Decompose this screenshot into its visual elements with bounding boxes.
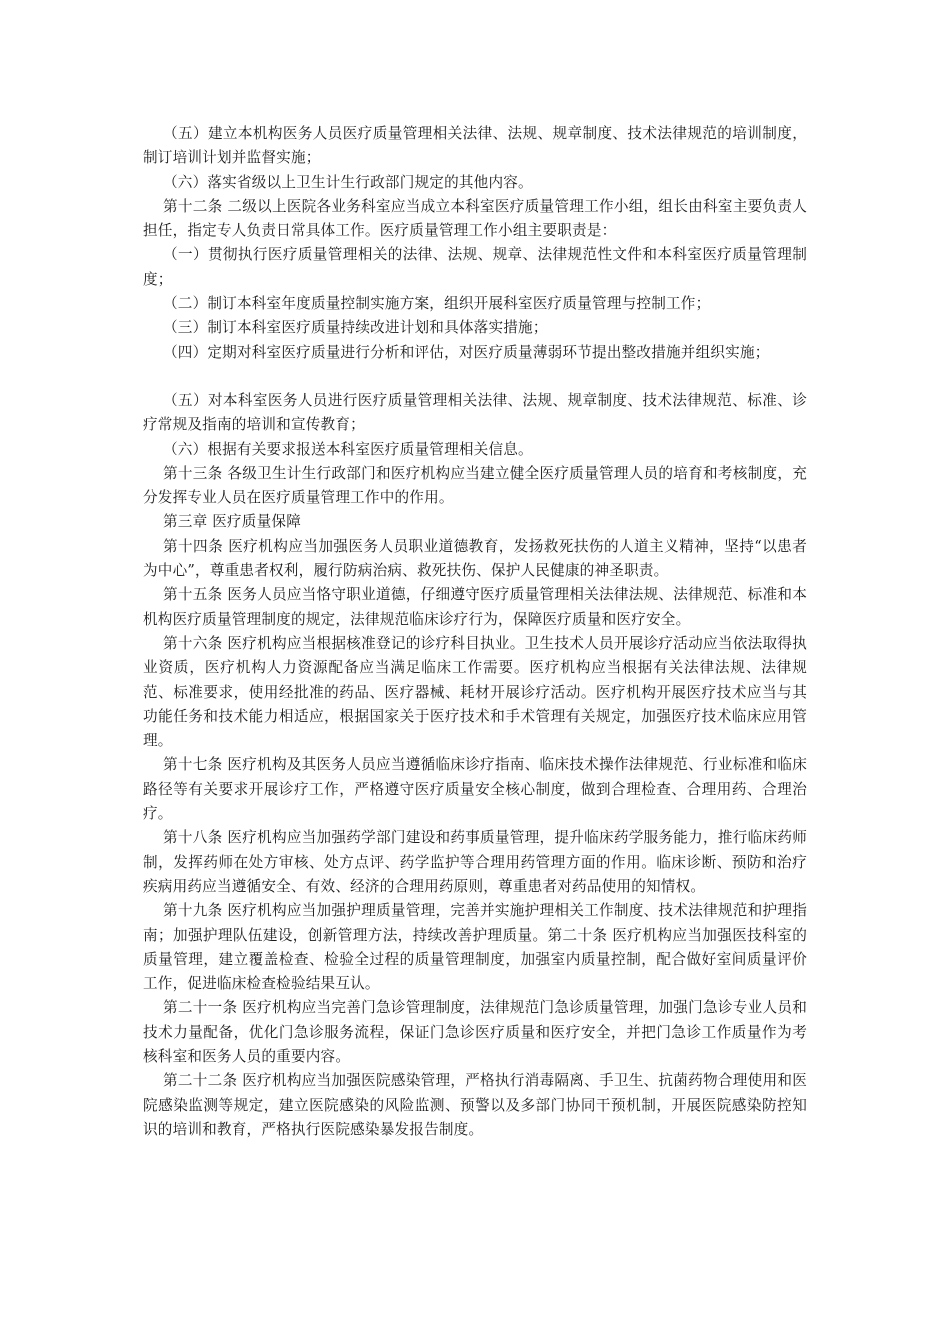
article-13-paragraph: 第十三条 各级卫生计生行政部门和医疗机构应当建立健全医疗质量管理人员的培育和考核制度，充分发挥专业人员在医疗质量管理工作中的作用。 [143,464,807,507]
article-22-paragraph: 第二十二条 医疗机构应当加强医院感染管理，严格执行消毒隔离、手卫生、抗菌药物合理使用和医院感染监测等规定，建立医院感染的风险监测、预警以及多部门协同干预机制，开展医院感染防控知识的培训和教育，严格执行医院感染暴发报告制度。 [143,1072,807,1138]
article-15-paragraph: 第十五条 医务人员应当恪守职业道德，仔细遵守医疗质量管理相关法律法规、法律规范、标准和本机构医疗质量管理制度的规定，法律规范临床诊疗行为，保障医疗质量和医疗安全。 [143,586,807,628]
paragraph: （二）制订本科室年度质量控制实施方案，组织开展科室医疗质量管理与控制工作； [163,295,711,313]
article-16-paragraph: 第十六条 医疗机构应当根据核准登记的诊疗科目执业。卫生技术人员开展诊疗活动应当依法取得执业资质，医疗机构人力资源配备应当满足临床工作需要。医疗机构应当根据有关法律法规、法律规范、标准要求，使用经批准的药品、医疗器械、耗材开展诊疗活动。医疗机构开展医疗技术应当与其功能任务和技术能力相适应，根据国家关于医疗技术和手术管理有关规定，加强医疗技术临床应用管理。 [143,634,807,750]
paragraph: （四）定期对科室医疗质量进行分析和评估，对医疗质量薄弱环节提出整改措施并组织实施； [163,343,770,361]
article-12-paragraph: 第十二条 二级以上医院各业务科室应当成立本科室医疗质量管理工作小组，组长由科室主要负责人担任，指定专人负责日常具体工作。医疗质量管理工作小组主要职责是： [143,197,807,240]
paragraph: （六）根据有关要求报送本科室医疗质量管理相关信息。 [163,440,533,458]
paragraph: （五）建立本机构医务人员医疗质量管理相关法律、法规、规章制度、技术法律规范的培训制度，制订培训计划并监督实施； [143,125,807,167]
article-18-paragraph: 第十八条 医疗机构应当加强药学部门建设和药事质量管理，提升临床药学服务能力，推行临床药师制，发挥药师在处方审核、处方点评、药学监护等合理用药管理方面的作用。临床诊断、预防和治疗疾病用药应当遵循安全、有效、经济的合理用药原则，尊重患者对药品使用的知情权。 [143,829,807,895]
article-17-paragraph: 第十七条 医疗机构及其医务人员应当遵循临床诊疗指南、临床技术操作法律规范、行业标准和临床路径等有关要求开展诊疗工作，严格遵守医疗质量安全核心制度，做到合理检查、合理用药、合理治疗。 [143,756,807,823]
paragraph: （五）对本科室医务人员进行医疗质量管理相关法律、法规、规章制度、技术法律规范、标准、诊疗常规及指南的培训和宣传教育； [143,391,807,434]
paragraph: （一）贯彻执行医疗质量管理相关的法律、法规、规章、法律规范性文件和本科室医疗质量管理制度； [143,246,807,288]
paragraph: （三）制订本科室医疗质量持续改进计划和具体落实措施； [163,319,548,337]
article-21-paragraph: 第二十一条 医疗机构应当完善门急诊管理制度，法律规范门急诊质量管理，加强门急诊专业人员和技术力量配备，优化门急诊服务流程，保证门急诊医疗质量和医疗安全，并把门急诊工作质量作为考核科室和医务人员的重要内容。 [143,999,807,1065]
paragraph: （六）落实省级以上卫生计生行政部门规定的其他内容。 [163,173,533,191]
article-19-paragraph: 第十九条 医疗机构应当加强护理质量管理，完善并实施护理相关工作制度、技术法律规范和护理指南；加强护理队伍建设，创新管理方法，持续改善护理质量。第二十条 医疗机构应当加强医技科室的质量管理，建立覆盖检查、检验全过程的质量管理制度，加强室内质量控制，配合做好室间质量评价工作，促进临床检查检验结果互认。 [143,902,807,993]
chapter-heading: 第三章 医疗质量保障 [163,513,301,531]
document-page [143,122,807,1142]
article-14-paragraph: 第十四条 医疗机构应当加强医务人员职业道德教育，发扬救死扶伤的人道主义精神，坚持“以患者为中心”，尊重患者权利，履行防病治病、救死扶伤、保护人民健康的神圣职责。 [143,537,807,580]
